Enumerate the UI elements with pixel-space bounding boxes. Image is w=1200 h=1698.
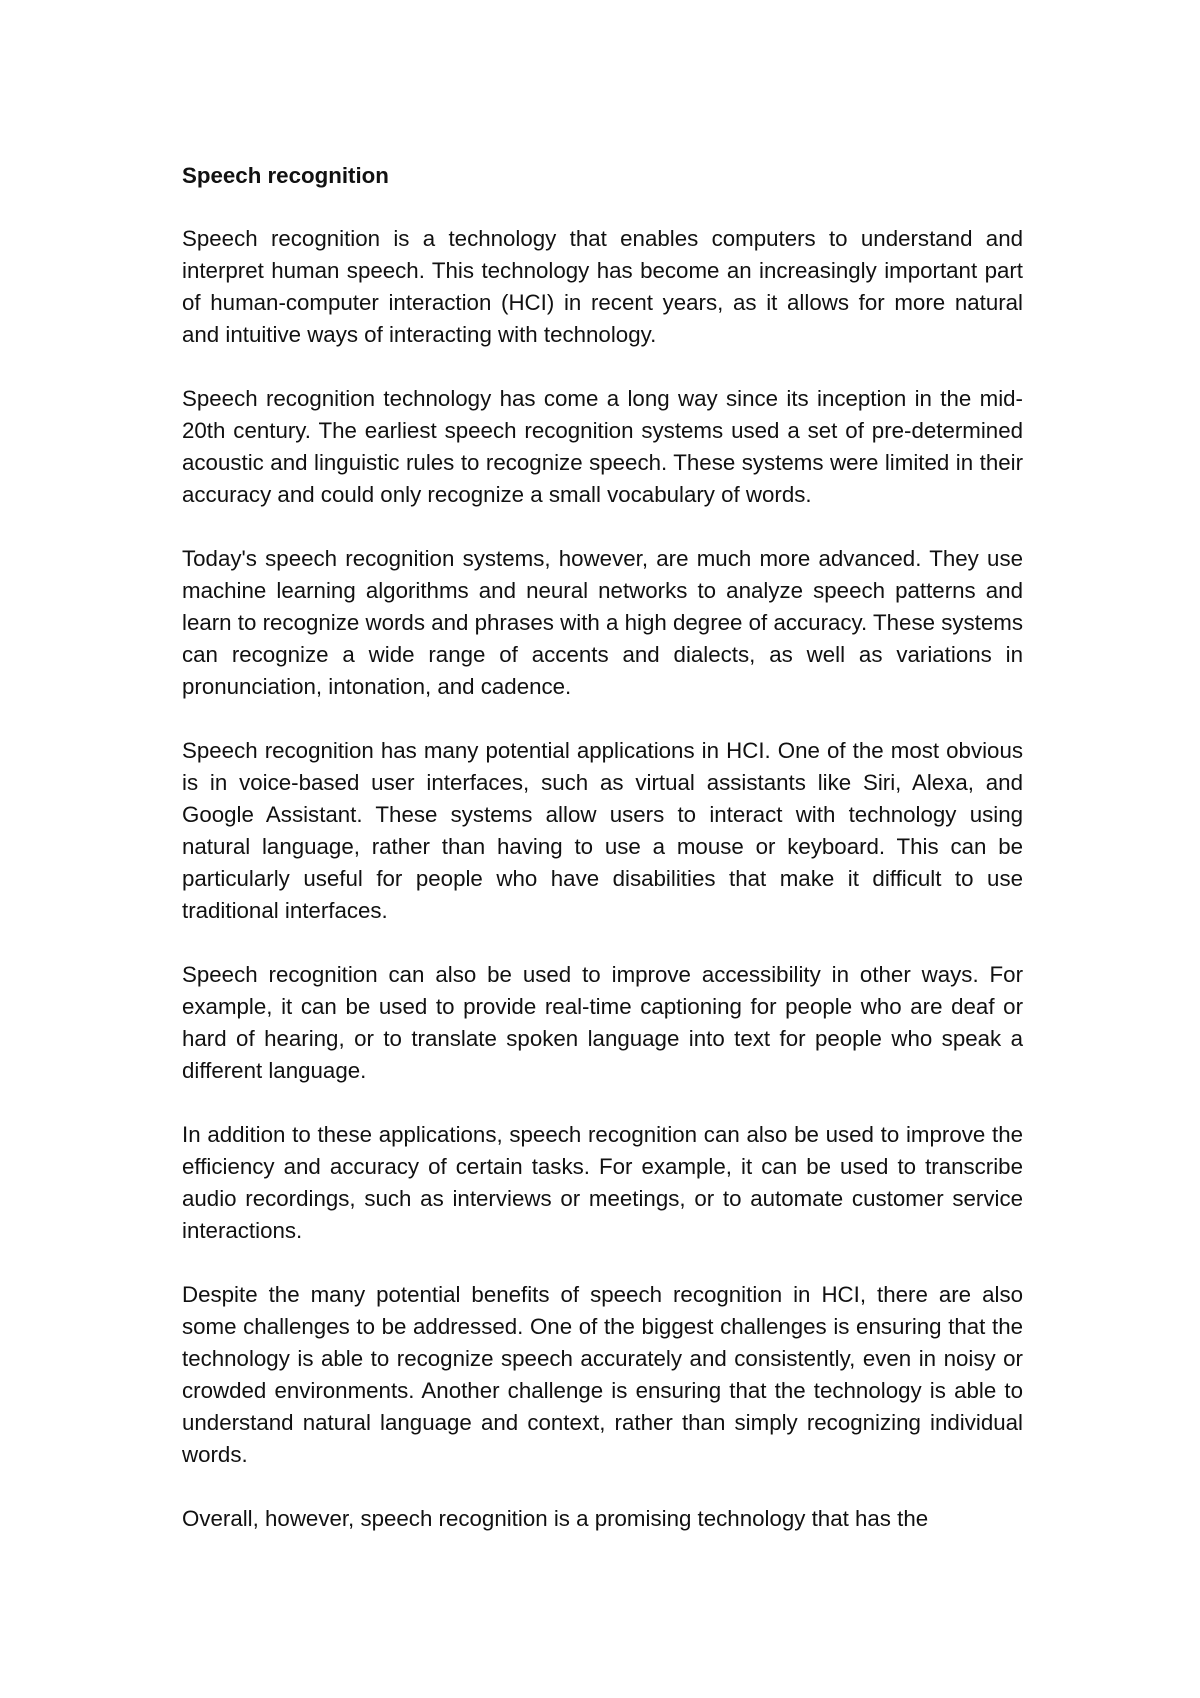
paragraph: Today's speech recognition systems, however, are much more advanced. They use machine learning algorithms and neural networks to analyze speech patterns and learn to recognize words and phrases with a high degree of accuracy. These systems can recognize a wide range of accents and dialects, as well as variations in pronunciation, intonation, and cadence. xyxy=(182,546,1023,699)
paragraph-partial: Overall, however, speech recognition is a promising technology that has the xyxy=(182,1506,929,1531)
paragraph: Despite the many potential benefits of speech recognition in HCI, there are also some challenges to be addressed. One of the biggest challenges is ensuring that the technology is able to recognize speech accurately and consistently, even in noisy or crowded environments. Another challenge is ensuring that the technology is able to understand natural language and context, rather than simply recognizing individual words. xyxy=(182,1282,1023,1467)
paragraph: Speech recognition is a technology that enables computers to understand and interpret human speech. This technology has become an increasingly important part of human-computer interaction (HCI) in recent years, as it allows for more natural and intuitive ways of interacting with technology. xyxy=(182,226,1023,347)
document-body xyxy=(182,160,1023,1567)
paragraph: Speech recognition has many potential applications in HCI. One of the most obvious is in voice-based user interfaces, such as virtual assistants like Siri, Alexa, and Google Assistant. These systems allow users to interact with technology using natural language, rather than having to use a mouse or keyboard. This can be particularly useful for people who have disabilities that make it difficult to use traditional interfaces. xyxy=(182,738,1023,923)
document-title: Speech recognition xyxy=(182,163,389,188)
paragraph: Speech recognition technology has come a long way since its inception in the mid-20th century. The earliest speech recognition systems used a set of pre-determined acoustic and linguistic rules to recognize speech. These systems were limited in their accuracy and could only recognize a small vocabulary of words. xyxy=(182,386,1023,507)
paragraph: Speech recognition can also be used to improve accessibility in other ways. For example, it can be used to provide real-time captioning for people who are deaf or hard of hearing, or to translate spoken language into text for people who speak a different language. xyxy=(182,962,1023,1083)
paragraph: In addition to these applications, speech recognition can also be used to improve the efficiency and accuracy of certain tasks. For example, it can be used to transcribe audio recordings, such as interviews or meetings, or to automate customer service interactions. xyxy=(182,1122,1023,1243)
